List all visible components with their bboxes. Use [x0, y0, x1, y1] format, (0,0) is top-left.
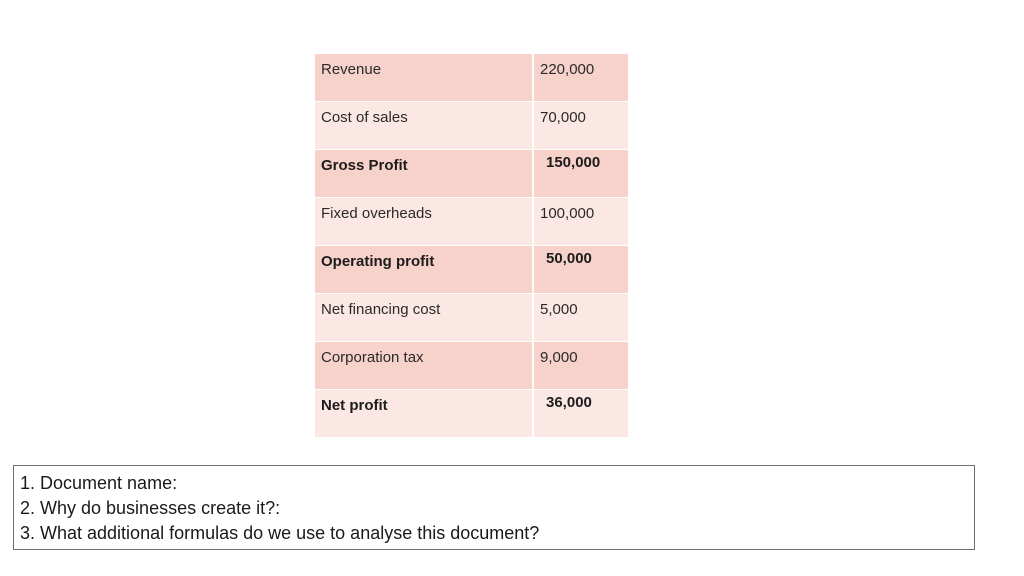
income-statement-table: [315, 54, 628, 438]
table-row-revenue: [315, 54, 628, 101]
row-label: Gross Profit: [315, 149, 533, 197]
table-row-fixed-overheads: [315, 197, 628, 245]
row-value: 36,000: [533, 389, 628, 437]
table-row-operating-profit: [315, 245, 628, 293]
question-document-name: 1. Document name:: [20, 473, 178, 493]
table-row-cost-of-sales: [315, 101, 628, 149]
row-value: 9,000: [533, 341, 628, 389]
row-value: 220,000: [533, 54, 628, 101]
table-row-net-financing-cost: [315, 293, 628, 341]
table-row-net-profit: [315, 389, 628, 437]
row-label: Fixed overheads: [315, 197, 533, 245]
row-value: 70,000: [533, 101, 628, 149]
row-label: Revenue: [315, 54, 533, 101]
income-statement-grid: [315, 54, 628, 438]
table-row-gross-profit: [315, 149, 628, 197]
question-additional-formulas: 3. What additional formulas do we use to analyse this document?: [20, 523, 540, 543]
question-why-create: 2. Why do businesses create it?:: [20, 498, 281, 518]
row-label: Operating profit: [315, 245, 533, 293]
table-row-corporation-tax: [315, 341, 628, 389]
row-label: Cost of sales: [315, 101, 533, 149]
row-value: 100,000: [533, 197, 628, 245]
row-value: 50,000: [533, 245, 628, 293]
row-label: Net financing cost: [315, 293, 533, 341]
row-label: Net profit: [315, 389, 533, 437]
row-label: Corporation tax: [315, 341, 533, 389]
row-value: 150,000: [533, 149, 628, 197]
row-value: 5,000: [533, 293, 628, 341]
questions-box: [13, 465, 975, 550]
